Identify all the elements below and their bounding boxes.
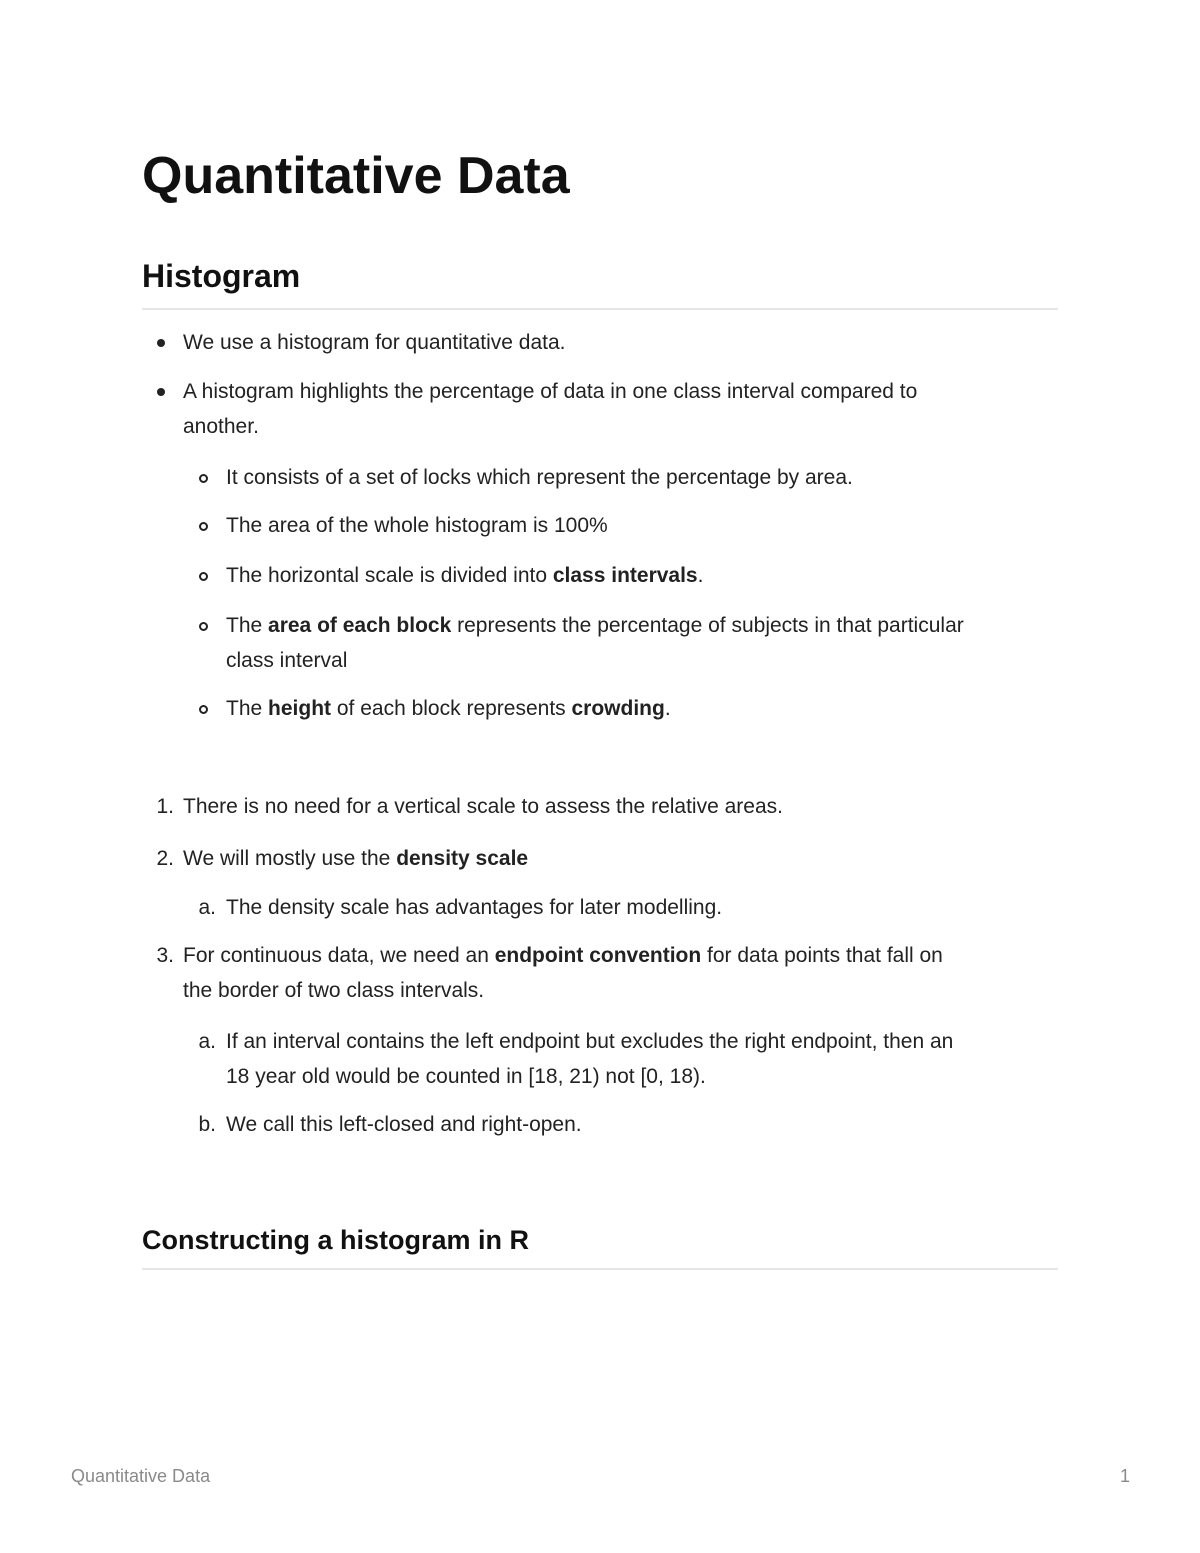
list-letter: b. — [198, 1113, 216, 1136]
list-letter: a. — [198, 896, 216, 919]
page-title: Quantitative Data — [142, 147, 570, 205]
text-run: of each block represents — [331, 697, 572, 720]
footer-document-title: Quantitative Data — [71, 1466, 211, 1486]
numbered-item-text-continued: the border of two class intervals. — [183, 979, 485, 1002]
bullet-ring-icon — [199, 622, 208, 631]
bold-term-class-intervals: class intervals — [552, 564, 698, 587]
sub-bullet-item-text — [226, 558, 703, 593]
bold-term-crowding: crowding — [571, 697, 665, 720]
list-number: 2. — [156, 847, 174, 870]
list-number: 3. — [156, 944, 174, 967]
bullet-item-text: A histogram highlights the percentage of data in one class interval compared to — [183, 380, 918, 403]
lettered-item-text: The density scale has advantages for later modelling. — [226, 896, 723, 919]
text-run: represents the percentage of subjects in that particular — [451, 614, 964, 637]
section-heading-histogram: Histogram — [142, 255, 1058, 310]
bold-term-density-scale: density scale — [396, 847, 529, 870]
list-letter: a. — [198, 1030, 216, 1053]
text-run: . — [697, 564, 704, 587]
lettered-item-text: If an interval contains the left endpoint but excludes the right endpoint, then an — [226, 1030, 954, 1053]
bullet-dot-icon — [157, 388, 165, 396]
bold-term-endpoint-convention: endpoint convention — [494, 944, 702, 967]
lettered-item-text: We call this left-closed and right-open. — [226, 1113, 582, 1136]
text-run: . — [664, 697, 671, 720]
bold-term-height: height — [268, 697, 332, 720]
bullet-ring-icon — [199, 474, 208, 483]
bullet-ring-icon — [199, 572, 208, 581]
text-run: For continuous data, we need an — [183, 944, 495, 967]
bold-term-area-of-each-block: area of each block — [268, 614, 452, 637]
lettered-item-text-continued: 18 year old would be counted in [18, 21) not [0, 18). — [226, 1065, 706, 1088]
bullet-ring-icon — [199, 705, 208, 714]
numbered-item-text — [183, 841, 528, 876]
sub-bullet-item-text-continued: class interval — [226, 649, 348, 672]
list-number: 1. — [156, 795, 174, 818]
text-run: The horizontal scale is divided into — [226, 564, 553, 587]
text-run: The — [226, 614, 269, 637]
sub-bullet-item-text — [226, 608, 964, 643]
bullet-item-text: We use a histogram for quantitative data. — [183, 331, 566, 354]
sub-bullet-item-text: It consists of a set of locks which represent the percentage by area. — [226, 466, 853, 489]
text-run: for data points that fall on — [701, 944, 943, 967]
text-run: We will mostly use the — [183, 847, 397, 870]
bullet-item-text-continued: another. — [183, 415, 259, 438]
footer-page-number: 1 — [1119, 1466, 1130, 1486]
text-run: The — [226, 697, 269, 720]
numbered-item-text — [183, 938, 943, 973]
bullet-ring-icon — [199, 522, 208, 531]
bullet-dot-icon — [157, 339, 165, 347]
numbered-item-text: There is no need for a vertical scale to assess the relative areas. — [183, 795, 783, 818]
sub-bullet-item-text: The area of the whole histogram is 100% — [226, 514, 608, 537]
section-heading-constructing-histogram: Constructing a histogram in R — [142, 1222, 1058, 1270]
sub-bullet-item-text — [226, 691, 671, 726]
